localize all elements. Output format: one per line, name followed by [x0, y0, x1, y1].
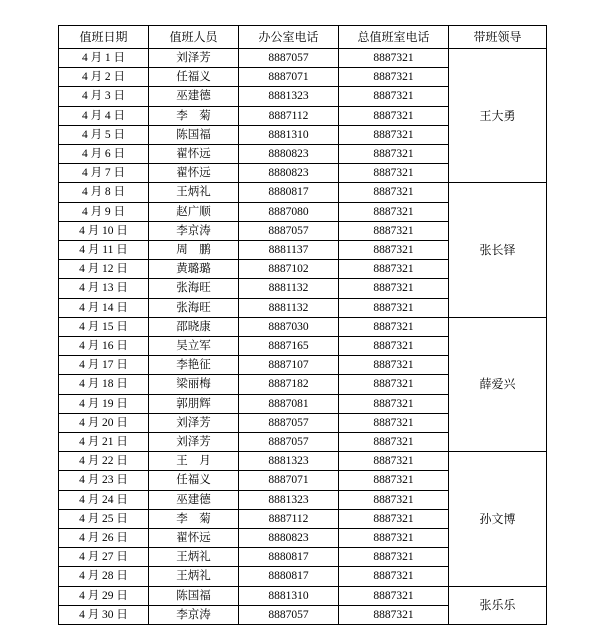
cell-duty-room-phone: 8887321	[339, 529, 449, 548]
cell-duty-room-phone: 8887321	[339, 356, 449, 375]
cell-person: 黄璐璐	[149, 260, 239, 279]
cell-duty-room-phone: 8887321	[339, 241, 449, 260]
cell-date: 4 月 2 日	[59, 68, 149, 87]
cell-date: 4 月 16 日	[59, 337, 149, 356]
cell-office-phone: 8887107	[239, 356, 339, 375]
cell-office-phone: 8881323	[239, 490, 339, 509]
cell-date: 4 月 9 日	[59, 202, 149, 221]
cell-office-phone: 8887030	[239, 317, 339, 336]
cell-duty-room-phone: 8887321	[339, 433, 449, 452]
cell-duty-room-phone: 8887321	[339, 490, 449, 509]
cell-office-phone: 8881132	[239, 279, 339, 298]
cell-office-phone: 8881310	[239, 586, 339, 605]
cell-office-phone: 8881137	[239, 241, 339, 260]
cell-office-phone: 8887071	[239, 68, 339, 87]
cell-duty-room-phone: 8887321	[339, 68, 449, 87]
column-header-date: 值班日期	[59, 26, 149, 49]
cell-date: 4 月 27 日	[59, 548, 149, 567]
cell-person: 王 月	[149, 452, 239, 471]
cell-office-phone: 8880817	[239, 548, 339, 567]
column-header-duty-room-phone: 总值班室电话	[339, 26, 449, 49]
cell-duty-room-phone: 8887321	[339, 586, 449, 605]
cell-date: 4 月 6 日	[59, 145, 149, 164]
cell-person: 翟怀远	[149, 529, 239, 548]
cell-leader: 孙文博	[449, 452, 547, 586]
cell-person: 陈国福	[149, 586, 239, 605]
cell-duty-room-phone: 8887321	[339, 279, 449, 298]
cell-duty-room-phone: 8887321	[339, 221, 449, 240]
cell-date: 4 月 18 日	[59, 375, 149, 394]
cell-office-phone: 8881323	[239, 87, 339, 106]
cell-office-phone: 8881310	[239, 125, 339, 144]
cell-person: 巫建德	[149, 490, 239, 509]
cell-duty-room-phone: 8887321	[339, 413, 449, 432]
cell-duty-room-phone: 8887321	[339, 394, 449, 413]
cell-office-phone: 8887102	[239, 260, 339, 279]
cell-leader: 薛爱兴	[449, 317, 547, 451]
cell-office-phone: 8880817	[239, 183, 339, 202]
cell-person: 张海旺	[149, 298, 239, 317]
cell-person: 刘泽芳	[149, 413, 239, 432]
cell-date: 4 月 13 日	[59, 279, 149, 298]
cell-person: 王炳礼	[149, 183, 239, 202]
cell-duty-room-phone: 8887321	[339, 317, 449, 336]
cell-person: 翟怀远	[149, 145, 239, 164]
cell-duty-room-phone: 8887321	[339, 375, 449, 394]
cell-office-phone: 8887057	[239, 221, 339, 240]
cell-duty-room-phone: 8887321	[339, 471, 449, 490]
column-header-person: 值班人员	[149, 26, 239, 49]
cell-person: 刘泽芳	[149, 433, 239, 452]
cell-office-phone: 8887081	[239, 394, 339, 413]
cell-person: 李艳征	[149, 356, 239, 375]
cell-person: 吴立军	[149, 337, 239, 356]
cell-duty-room-phone: 8887321	[339, 145, 449, 164]
cell-date: 4 月 1 日	[59, 49, 149, 68]
cell-date: 4 月 11 日	[59, 241, 149, 260]
cell-date: 4 月 21 日	[59, 433, 149, 452]
cell-duty-room-phone: 8887321	[339, 125, 449, 144]
cell-person: 李 菊	[149, 509, 239, 528]
table-row	[59, 317, 547, 336]
cell-duty-room-phone: 8887321	[339, 164, 449, 183]
cell-date: 4 月 3 日	[59, 87, 149, 106]
cell-office-phone: 8881132	[239, 298, 339, 317]
cell-person: 刘泽芳	[149, 49, 239, 68]
cell-duty-room-phone: 8887321	[339, 260, 449, 279]
cell-person: 翟怀远	[149, 164, 239, 183]
cell-office-phone: 8881323	[239, 452, 339, 471]
cell-date: 4 月 29 日	[59, 586, 149, 605]
cell-person: 王炳礼	[149, 548, 239, 567]
cell-date: 4 月 10 日	[59, 221, 149, 240]
cell-date: 4 月 12 日	[59, 260, 149, 279]
cell-office-phone: 8887112	[239, 106, 339, 125]
cell-leader: 张长铎	[449, 183, 547, 317]
cell-date: 4 月 7 日	[59, 164, 149, 183]
cell-person: 李京涛	[149, 605, 239, 624]
cell-office-phone: 8880823	[239, 529, 339, 548]
cell-office-phone: 8880823	[239, 145, 339, 164]
cell-date: 4 月 8 日	[59, 183, 149, 202]
cell-person: 巫建德	[149, 87, 239, 106]
cell-person: 任福义	[149, 471, 239, 490]
cell-date: 4 月 17 日	[59, 356, 149, 375]
cell-person: 李京涛	[149, 221, 239, 240]
cell-person: 任福义	[149, 68, 239, 87]
cell-person: 郭朋辉	[149, 394, 239, 413]
cell-office-phone: 8887057	[239, 433, 339, 452]
cell-office-phone: 8887057	[239, 413, 339, 432]
column-header-leader: 带班领导	[449, 26, 547, 49]
cell-duty-room-phone: 8887321	[339, 106, 449, 125]
cell-date: 4 月 4 日	[59, 106, 149, 125]
cell-date: 4 月 5 日	[59, 125, 149, 144]
cell-duty-room-phone: 8887321	[339, 605, 449, 624]
table-header	[59, 26, 547, 49]
cell-duty-room-phone: 8887321	[339, 452, 449, 471]
cell-person: 赵广顺	[149, 202, 239, 221]
duty-schedule-table	[58, 25, 547, 625]
cell-office-phone: 8887112	[239, 509, 339, 528]
table-row	[59, 183, 547, 202]
table-header-row	[59, 26, 547, 49]
cell-leader: 张乐乐	[449, 586, 547, 624]
cell-date: 4 月 15 日	[59, 317, 149, 336]
cell-leader: 王大勇	[449, 49, 547, 183]
cell-duty-room-phone: 8887321	[339, 87, 449, 106]
cell-date: 4 月 19 日	[59, 394, 149, 413]
cell-duty-room-phone: 8887321	[339, 202, 449, 221]
cell-date: 4 月 22 日	[59, 452, 149, 471]
cell-date: 4 月 24 日	[59, 490, 149, 509]
cell-office-phone: 8887071	[239, 471, 339, 490]
table-body	[59, 49, 547, 625]
table-row	[59, 586, 547, 605]
cell-office-phone: 8887165	[239, 337, 339, 356]
cell-date: 4 月 23 日	[59, 471, 149, 490]
cell-date: 4 月 25 日	[59, 509, 149, 528]
cell-person: 周 鹏	[149, 241, 239, 260]
cell-office-phone: 8880823	[239, 164, 339, 183]
cell-person: 陈国福	[149, 125, 239, 144]
cell-duty-room-phone: 8887321	[339, 509, 449, 528]
cell-office-phone: 8887057	[239, 605, 339, 624]
cell-office-phone: 8887057	[239, 49, 339, 68]
cell-date: 4 月 30 日	[59, 605, 149, 624]
cell-office-phone: 8887182	[239, 375, 339, 394]
cell-date: 4 月 28 日	[59, 567, 149, 586]
cell-person: 李 菊	[149, 106, 239, 125]
cell-date: 4 月 14 日	[59, 298, 149, 317]
cell-person: 张海旺	[149, 279, 239, 298]
cell-date: 4 月 26 日	[59, 529, 149, 548]
cell-duty-room-phone: 8887321	[339, 298, 449, 317]
cell-duty-room-phone: 8887321	[339, 567, 449, 586]
cell-person: 邵晓康	[149, 317, 239, 336]
cell-duty-room-phone: 8887321	[339, 183, 449, 202]
cell-person: 王炳礼	[149, 567, 239, 586]
cell-date: 4 月 20 日	[59, 413, 149, 432]
cell-office-phone: 8880817	[239, 567, 339, 586]
table-row	[59, 452, 547, 471]
cell-duty-room-phone: 8887321	[339, 49, 449, 68]
cell-duty-room-phone: 8887321	[339, 337, 449, 356]
cell-person: 梁丽梅	[149, 375, 239, 394]
cell-office-phone: 8887080	[239, 202, 339, 221]
column-header-office-phone: 办公室电话	[239, 26, 339, 49]
cell-duty-room-phone: 8887321	[339, 548, 449, 567]
table-row	[59, 49, 547, 68]
